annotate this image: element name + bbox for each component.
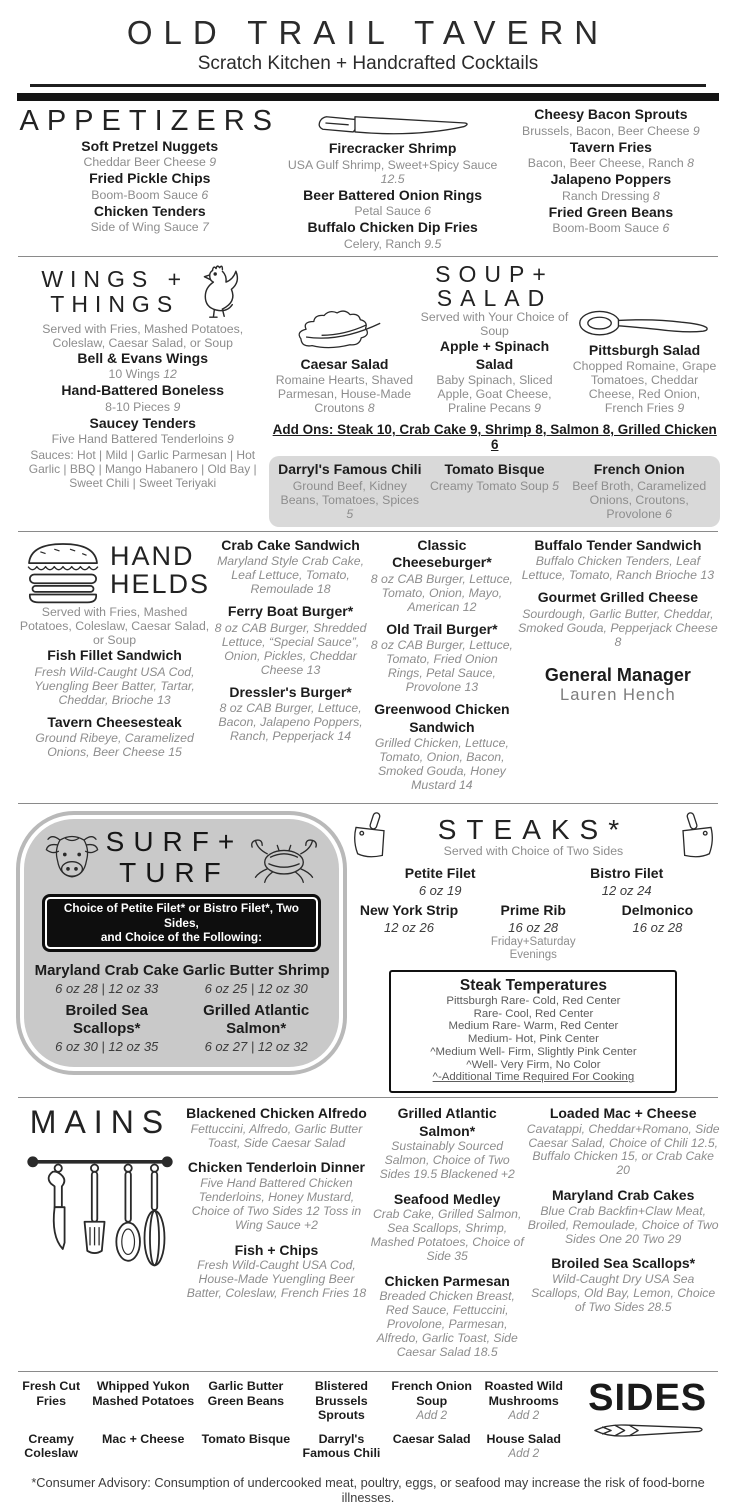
appetizers-col1 (16, 106, 284, 252)
menu-item (269, 356, 419, 416)
salads-row (269, 262, 720, 417)
steak-temperatures-title: Steak Temperatures (459, 977, 607, 995)
sides-section (0, 1372, 736, 1470)
item-price: 5 (552, 478, 559, 493)
side-item (294, 1379, 390, 1423)
item-price: 6 (665, 506, 673, 521)
item-desc: Buffalo Chicken Tenders, Leaf Lettuce, Tomato, Ranch Brioche 13 (521, 554, 715, 583)
manager-name: Lauren Hench (560, 685, 676, 704)
item-name: Apple + Spinach Salad (439, 338, 550, 372)
item-desc: Fresh Wild-Caught USA Cod, House-Made Yuengling Beer Batter, Coleslaw, French Fries 18 (186, 1258, 367, 1300)
item-name: Petite Filet (404, 865, 476, 882)
item-sizes: 12 oz 24 (601, 882, 652, 898)
item-price: 9.5 (424, 236, 442, 251)
item-price: 12.5 (380, 171, 405, 186)
menu-item (16, 415, 269, 447)
burger-icon (19, 537, 107, 605)
item-price: 9 (692, 123, 700, 138)
hand-helds-heading-row (16, 537, 213, 605)
consumer-advisory: *Consumer Advisory: Consumption of undercooked meat, poultry, eggs, or seafood may increase the risk of food-borne illnesses. (31, 1475, 705, 1505)
item-name: Garlic Butter Green Beans (207, 1378, 285, 1408)
mains-col1 (185, 1105, 368, 1369)
item-name: Hand-Battered Boneless (61, 382, 225, 399)
item-desc: Wild-Caught Dry USA Sea Scallops, Old Bay, Lemon, Choice of Two Sides 28.5 (531, 1271, 716, 1314)
surf-turf-heading-row (32, 827, 331, 889)
menu-header (0, 0, 736, 101)
sides-heading-cell (573, 1376, 722, 1470)
item-name: Pittsburgh Salad (588, 341, 701, 358)
steaks-row1 (347, 865, 720, 898)
wings-things-column (16, 262, 269, 527)
item-price: 14 (337, 729, 352, 744)
temperature-line: Pittsburgh Rare- Cold, Red Center (446, 994, 621, 1007)
item-price: 8 (614, 634, 622, 649)
item-name: Loaded Mac + Cheese (549, 1105, 697, 1122)
cleaver-icon (351, 811, 389, 862)
item-desc: Boom-Boom Sauce 6 (552, 221, 670, 236)
item-name: Roasted Wild Mushrooms (484, 1378, 563, 1408)
item-name: House Salad (486, 1431, 561, 1446)
item-desc: Five Hand Battered Tenderloins 9 (51, 432, 234, 447)
item-desc: Side of Wing Sauce 7 (90, 220, 209, 235)
side-item (474, 1432, 573, 1461)
item-name: Caesar Salad (392, 1431, 471, 1446)
item-price: 12 (163, 367, 177, 382)
item-price: 13 (306, 662, 321, 677)
item-desc: Grilled Chicken, Lettuce, Tomato, Onion, Bacon, Smoked Gouda, Honey Mustard 14 (374, 736, 509, 793)
item-name: Darryl's Famous Chili (278, 461, 422, 478)
item-name: Whipped Yukon Mashed Potatoes (92, 1378, 195, 1408)
hand-helds-col2 (213, 537, 368, 800)
item-desc: Ground Ribeye, Caramelized Onions, Beer Cheese 15 (35, 731, 194, 760)
item-name: Maryland Crab Cake (34, 962, 179, 980)
steaks-column (347, 811, 720, 1093)
appetizers-section (0, 101, 736, 256)
item-name: Broiled Sea Scallops* (65, 1001, 148, 1038)
wings-things-heading: WINGS + THINGS (41, 266, 189, 317)
surf-turf-box (16, 811, 347, 1074)
rooster-icon (190, 262, 244, 322)
item-desc: Petal Sauce 6 (354, 204, 431, 219)
item-price: 9 (209, 155, 217, 170)
caesar-salad-column (269, 262, 419, 417)
item-name: Cheesy Bacon Sprouts (534, 106, 688, 122)
crab-icon (245, 832, 323, 884)
item-sizes: 16 oz 28 (632, 919, 683, 935)
hand-helds-col4 (516, 537, 720, 800)
menu-item (213, 603, 368, 677)
item-price: 13 (700, 568, 715, 583)
item-name: Fish + Chips (234, 1241, 319, 1258)
item-desc: Fresh Wild-Caught USA Cod, Yuengling Beer Batter, Tartar, Cheddar, Brioche 13 (34, 664, 195, 707)
temperature-line: ^Medium Well- Firm, Slightly Pink Center (430, 1045, 637, 1058)
menu-item (16, 170, 284, 202)
steak-temperatures-box (389, 970, 677, 1093)
item-desc: Five Hand Battered Chicken Tenderloins, Honey Mustard, Choice of Two Sides 12 Toss in Wing Sauce +2 (191, 1175, 362, 1232)
menu-item (16, 203, 284, 235)
item-desc: Baby Spinach, Sliced Apple, Goat Cheese, Praline Pecans 9 (436, 373, 553, 416)
item-name: Dressler's Burger* (229, 683, 352, 700)
item-desc: Cheddar Beer Cheese 9 (83, 155, 217, 170)
item-desc: Celery, Ranch 9.5 (343, 236, 442, 251)
item-name: New York Strip (359, 902, 459, 919)
item-name: Chicken Parmesan (384, 1272, 510, 1289)
menu-item (533, 865, 720, 898)
item-price: 5 (346, 506, 354, 521)
side-item (198, 1432, 294, 1461)
steaks-heading: STEAKS* (437, 813, 630, 845)
side-item (14, 1432, 88, 1461)
menu-item (595, 902, 719, 962)
item-price: 18 (316, 582, 331, 597)
mains-col2 (368, 1105, 526, 1369)
menu-item (181, 962, 330, 996)
item-desc: Sourdough, Garlic Butter, Cheddar, Smoked Gouda, Pepperjack Cheese 8 (518, 606, 718, 649)
menu-item (16, 714, 213, 760)
mains-col3 (526, 1105, 720, 1369)
wings-heading-row (16, 262, 269, 322)
item-name: Grilled Atlantic Salmon* (397, 1105, 497, 1139)
restaurant-title: OLD TRAIL TAVERN (126, 14, 610, 51)
item-desc: Romaine Hearts, Shaved Parmesan, House-Made Croutons 8 (275, 373, 414, 416)
menu-item (347, 902, 471, 962)
lettuce-icon (269, 306, 419, 356)
item-desc: Ranch Dressing 8 (561, 188, 660, 203)
appetizers-col2 (284, 106, 502, 252)
salad-addons-line: Add Ons: Steak 10, Crab Cake 9, Shrimp 8, Salmon 8, Grilled Chicken 6 (272, 422, 717, 453)
menu-item (368, 1191, 526, 1264)
item-sizes: 6 oz 25 | 12 oz 30 (204, 980, 308, 996)
menu-item (368, 621, 516, 695)
menu-item (368, 537, 516, 614)
menu-item (16, 382, 269, 414)
menu-item (502, 171, 720, 203)
item-name: Caesar Salad (300, 355, 389, 372)
menu-item (213, 684, 368, 744)
menu-item (185, 1242, 368, 1301)
hand-helds-note: Served with Fries, Mashed Potatoes, Coleslaw, Caesar Salad, or Soup (19, 604, 210, 647)
item-desc: Chopped Romaine, Grape Tomatoes, Cheddar Cheese, Red Onion, French Fries 9 (572, 359, 717, 416)
item-name: Fresh Cut Fries (22, 1378, 81, 1408)
wings-note: Served with Fries, Mashed Potatoes, Coleslaw, Caesar Salad, or Soup (42, 321, 244, 350)
menu-item (368, 701, 516, 792)
item-price: 9 (173, 399, 181, 414)
menu-item (16, 647, 213, 707)
side-item (198, 1379, 294, 1423)
item-name: Tomato Bisque (201, 1431, 291, 1446)
item-desc: 8 oz CAB Burger, Lettuce, Tomato, Fried Onion Rings, Petal Sauce, Provolone 13 (370, 638, 513, 695)
manager-label: General Manager (544, 664, 691, 685)
menu-item (368, 1105, 526, 1182)
item-desc: Breaded Chicken Breast, Red Sauce, Fettuccini, Provolone, Parmesan, Alfredo, Garlic Toast, Side Caesar Salad 18.5 (376, 1289, 518, 1360)
item-desc: 8 oz CAB Burger, Lettuce, Bacon, Jalapeno Poppers, Ranch, Pepperjack 14 (218, 701, 363, 744)
item-desc: Creamy Tomato Soup 5 (430, 478, 559, 493)
item-price: 9 (677, 401, 685, 416)
restaurant-subtitle: Scratch Kitchen + Handcrafted Cocktails (197, 53, 539, 74)
item-desc: Blue Crab Backfin+Claw Meat, Broiled, Remoulade, Choice of Two Sides One 20 Two 29 (527, 1203, 719, 1246)
wings-sauce-list: Sauces: Hot | Mild | Garlic Parmesan | Hot Garlic | BBQ | Mango Habanero | Old Bay | Sweet Chili | Sweet Teriyaki (28, 448, 257, 490)
spoon-icon (570, 306, 720, 342)
menu-item (16, 350, 269, 382)
item-name: Creamy Coleslaw (24, 1431, 79, 1461)
item-desc: Beef Broth, Caramelized Onions, Croutons, Provolone 6 (572, 478, 707, 521)
surf-turf-inner (24, 819, 339, 1066)
item-price: 6 (662, 221, 670, 236)
sides-heading: SIDES (588, 1376, 708, 1419)
hand-helds-col3 (368, 537, 516, 800)
menu-item (502, 139, 720, 171)
menu-item (502, 204, 720, 236)
menu-item (213, 537, 368, 597)
surf-turf-banner-text: Choice of Petite Filet* or Bistro Filet*, Two Sides, and Choice of the Following: (45, 897, 318, 949)
item-sizes: 6 oz 27 | 12 oz 32 (204, 1039, 308, 1055)
mains-heading: MAINS (29, 1104, 172, 1141)
mains-heading-column (16, 1105, 185, 1369)
asparagus-icon (589, 1422, 707, 1439)
menu-item (516, 537, 720, 583)
item-desc: Bacon, Beer Cheese, Ranch 8 (527, 156, 694, 171)
chef-knife-icon (309, 114, 477, 131)
menu-item (32, 962, 181, 996)
item-name: Chicken Tenders (93, 202, 206, 219)
item-name: Tavern Cheesesteak (47, 713, 182, 730)
item-name: French Onion Soup (391, 1378, 472, 1408)
item-name: Firecracker Shrimp (328, 140, 457, 156)
item-sizes: 6 oz 19 (418, 882, 462, 898)
side-item (88, 1432, 198, 1461)
item-name: Prime Rib (500, 902, 566, 919)
item-price: 14 (458, 778, 473, 793)
side-item (474, 1379, 573, 1423)
item-name: Broiled Sea Scallops* (551, 1255, 696, 1272)
menu-item (516, 589, 720, 649)
cow-icon (40, 832, 104, 885)
item-name: Old Trail Burger* (386, 620, 498, 637)
temperature-line: Rare- Cool, Red Center (473, 1007, 594, 1020)
item-name: Bistro Filet (590, 865, 664, 882)
surf-turf-column (16, 811, 347, 1093)
hand-helds-col1 (16, 537, 213, 800)
item-desc: USA Gulf Shrimp, Sweet+Spicy Sauce 12.5 (287, 157, 498, 186)
menu-item (471, 902, 595, 962)
item-sizes: 12 oz 26 (384, 919, 434, 935)
menu-item (284, 187, 502, 219)
item-name: Gourmet Grilled Cheese (537, 589, 699, 606)
menu-item (181, 1002, 330, 1055)
appetizers-col3 (502, 106, 720, 252)
item-price: 8 (367, 401, 375, 416)
item-desc: Boom-Boom Sauce 6 (91, 187, 209, 202)
item-sizes: 6 oz 30 | 12 oz 35 (55, 1039, 159, 1055)
menu-item (284, 140, 502, 186)
menu-item (368, 1273, 526, 1360)
soups-box (269, 456, 720, 527)
item-desc: Fettuccini, Alfredo, Garlic Butter Toast, Side Caesar Salad (190, 1121, 363, 1150)
menu-item (277, 461, 422, 521)
item-name: Blistered Brussels Sprouts (314, 1378, 368, 1423)
side-item (88, 1379, 198, 1423)
item-price: 6 (424, 204, 431, 219)
menu-item (419, 338, 569, 415)
header-rule-thick (17, 93, 719, 101)
side-item (389, 1379, 474, 1423)
menu-item (502, 106, 720, 138)
item-name: Grilled Atlantic Salmon* (203, 1001, 310, 1038)
side-item (294, 1432, 390, 1461)
menu-item (570, 342, 720, 416)
mains-section (0, 1098, 736, 1371)
surf-steaks-section (0, 804, 736, 1097)
item-name: Fried Green Beans (548, 203, 674, 220)
item-name: Delmonico (621, 902, 694, 919)
temperature-line: ^Well- Very Firm, No Color (466, 1058, 601, 1071)
item-desc: 8 oz CAB Burger, Shredded Lettuce, “Special Sauce”, Onion, Pickles, Cheddar Cheese 13 (214, 620, 367, 677)
menu-item (32, 1002, 181, 1055)
cleaver-icon (678, 811, 716, 862)
item-note: Add 2 (416, 1408, 448, 1423)
item-name: Crab Cake Sandwich (221, 536, 360, 553)
item-desc: 8-10 Pieces 9 (105, 399, 181, 414)
item-name: Beer Battered Onion Rings (303, 186, 483, 203)
appetizers-heading: APPETIZERS (19, 105, 280, 137)
soup-salad-heading: SOUP+ SALAD (435, 260, 554, 311)
side-item (389, 1432, 474, 1461)
item-desc: 10 Wings 12 (108, 367, 177, 382)
item-name: Garlic Butter Shrimp (182, 962, 330, 980)
item-name: Maryland Crab Cakes (551, 1187, 695, 1204)
item-desc: Ground Beef, Kidney Beans, Tomatoes, Spices 5 (280, 478, 420, 521)
item-note: Add 2 (508, 1408, 540, 1423)
item-price: 6 (201, 187, 209, 202)
wings-soup-section (0, 257, 736, 531)
menu-item (526, 1105, 720, 1178)
item-name: Classic Cheeseburger* (392, 536, 492, 571)
steaks-heading-row (347, 811, 720, 862)
item-sizes: 16 oz 28 (508, 919, 559, 935)
hand-helds-heading: HAND HELDS (110, 541, 211, 599)
item-name: Greenwood Chicken Sandwich (374, 701, 510, 735)
item-note: Add 2 (508, 1446, 540, 1461)
item-price: 15 (168, 745, 182, 760)
item-name: Buffalo Chicken Dip Fries (307, 219, 478, 236)
menu-item (347, 865, 534, 898)
item-name: Mac + Cheese (102, 1431, 185, 1446)
item-name: Saucey Tenders (89, 414, 196, 431)
menu-item (185, 1159, 368, 1232)
item-name: Darryl's Famous Chili (302, 1431, 381, 1461)
steaks-note: Served with Choice of Two Sides (443, 843, 624, 858)
item-price: 8 (652, 188, 660, 203)
item-name: Soft Pretzel Nuggets (81, 137, 219, 154)
pittsburgh-salad-column (570, 262, 720, 417)
item-name: Jalapeno Poppers (550, 171, 672, 188)
item-price: 7 (202, 220, 209, 235)
item-note: Friday+Saturday Evenings (490, 935, 576, 961)
menu-item (422, 461, 567, 521)
temperature-footnote: ^-Additional Time Required For Cooking (432, 1071, 635, 1084)
item-name: Fried Pickle Chips (89, 170, 211, 187)
menu-item (16, 138, 284, 170)
item-desc: Maryland Style Crab Cake, Leaf Lettuce, Tomato, Remoulade 18 (217, 554, 365, 597)
item-desc: 8 oz CAB Burger, Lettuce, Tomato, Onion, Mayo, American 12 (370, 571, 513, 614)
item-name: Bell & Evans Wings (77, 349, 208, 366)
temperature-line: Medium- Hot, Pink Center (467, 1033, 599, 1046)
menu-item (284, 219, 502, 251)
item-price: 9 (534, 401, 541, 416)
menu-item (185, 1105, 368, 1150)
item-name: Ferry Boat Burger* (227, 603, 354, 620)
temperature-line: Medium Rare- Warm, Red Center (448, 1020, 619, 1033)
item-sizes: 6 oz 28 | 12 oz 33 (55, 980, 159, 996)
menu-item (567, 461, 712, 521)
item-price: 9 (227, 432, 234, 447)
item-price: 13 (464, 680, 479, 695)
item-name: Chicken Tenderloin Dinner (187, 1159, 366, 1176)
soup-salad-heading-column (419, 262, 569, 417)
hand-helds-section (0, 532, 736, 804)
item-name: French Onion (593, 461, 685, 478)
surf-turf-items (32, 957, 331, 1054)
menu-item (526, 1255, 720, 1314)
item-desc: Cavatappi, Cheddar+Romano, Side Caesar Salad, Choice of Chili 12.5, Buffalo Chicken 15, or Crab Cake 20 (526, 1121, 720, 1178)
item-name: Seafood Medley (393, 1190, 501, 1207)
item-desc: Crab Cake, Grilled Salmon, Sea Scallops, Shrimp, Mashed Potatoes, Choice of Side 35 (370, 1207, 524, 1264)
general-manager-block (516, 665, 720, 705)
item-name: Blackened Chicken Alfredo (186, 1105, 367, 1122)
side-item (14, 1379, 88, 1423)
steaks-heading-group (437, 813, 630, 858)
steaks-row2 (347, 902, 720, 962)
surf-turf-banner (42, 894, 321, 952)
soup-salad-note: Served with Your Choice of Soup (420, 309, 569, 338)
item-name: Fish Fillet Sandwich (47, 647, 182, 664)
item-price: 8 (687, 156, 694, 171)
header-rule-thin (30, 84, 706, 87)
item-name: Buffalo Tender Sandwich (534, 536, 702, 553)
soup-salad-column (269, 262, 720, 527)
item-desc: Sustainably Sourced Salmon, Choice of Two Sides 19.5 Blackened +2 (379, 1139, 515, 1181)
item-price: 13 (156, 692, 171, 707)
menu-item (526, 1187, 720, 1246)
item-name: Tomato Bisque (444, 461, 545, 478)
item-price: 12 (462, 599, 477, 614)
item-name: Tavern Fries (569, 138, 652, 155)
hanging-utensils-icon (27, 1221, 173, 1238)
item-desc: Brussels, Bacon, Beer Cheese 9 (522, 123, 700, 138)
surf-turf-heading: SURF+ TURF (105, 826, 244, 889)
